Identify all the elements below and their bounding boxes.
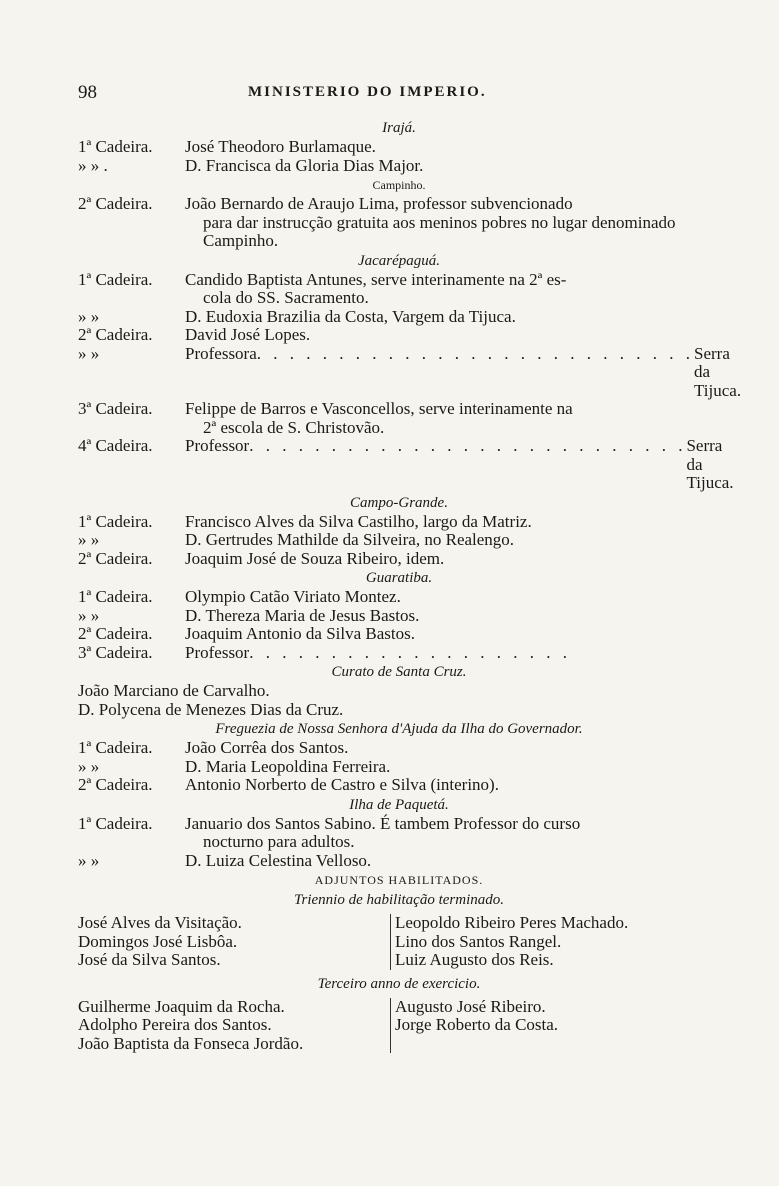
list-item (78, 644, 720, 663)
section-title-paqueta: Ilha de Paquetá. (349, 796, 449, 813)
cadeira-label: » » (78, 605, 100, 625)
list-item (395, 1035, 720, 1054)
list-item (78, 157, 720, 176)
entry-text: D. Maria Leopoldina Ferreira. (185, 756, 391, 776)
cadeira-label: 1ª Cadeira. (78, 587, 153, 606)
dot-leader: . . . . . . . . . . . . . . . . . . . . . . . . . . . (256, 343, 695, 363)
cadeira-label: 2ª Cadeira. (78, 325, 153, 344)
section-title-iraja: Irajá. (382, 120, 416, 136)
list-item (78, 531, 720, 550)
two-column-list (78, 914, 720, 970)
list-item (78, 550, 720, 569)
section-title-adjuntos: ADJUNTOS HABILITADOS. (314, 873, 484, 887)
entry-text: Candido Baptista Antunes, serve interinamente na 2ª es- (185, 269, 567, 289)
cadeira-label: 2ª Cadeira. (78, 548, 153, 568)
entry-text: Professor (185, 642, 250, 662)
list-item (78, 326, 720, 345)
page-number: 98 (78, 82, 97, 103)
list-item (78, 607, 720, 626)
list-item: Luiz Augusto dos Reis. (395, 950, 554, 969)
list-item (78, 400, 720, 437)
entry-block (185, 271, 720, 308)
list-item: Lino dos Santos Rangel. (395, 931, 562, 951)
entry-text: João Corrêa dos Santos. (185, 738, 349, 757)
entry-text: D. Luiza Celestina Velloso. (185, 850, 372, 870)
list-item: D. Polycena de Menezes Dias da Cruz. (78, 699, 344, 719)
cadeira-label: 1ª Cadeira. (78, 738, 153, 757)
list-item: Adolpho Pereira dos Santos. (78, 1015, 272, 1034)
page-header (78, 82, 718, 108)
list-item (78, 308, 720, 327)
entry-text: Joaquim Antonio da Silva Bastos. (185, 624, 415, 643)
cadeira-label: » » . (78, 155, 108, 175)
list-item: Domingos José Lisbôa. (78, 931, 238, 951)
entry-text: D. Francisca da Gloria Dias Major. (185, 155, 424, 175)
entry-block (185, 195, 720, 251)
list-item (78, 739, 720, 758)
list-item (78, 195, 720, 251)
cadeira-label: » » (78, 306, 100, 326)
entry-dotted (185, 345, 741, 401)
entry-text: Professor (185, 436, 250, 455)
dot-leader: . . . . . . . . . . . . . . . . . . . . . . . . . . . (249, 436, 687, 455)
list-item: João Baptista da Fonseca Jordão. (78, 1033, 304, 1053)
cadeira-label: » » (78, 756, 100, 776)
entry-text: Francisco Alves da Silva Castilho, largo da Matriz. (185, 511, 532, 531)
entry-continuation: cola do SS. Sacramento. (203, 288, 369, 307)
section-title-santa-cruz: Curato de Santa Cruz. (331, 664, 467, 680)
page-content (78, 118, 742, 1053)
entry-text: Januario dos Santos Sabino. É tambem Professor do curso (185, 813, 581, 833)
list-item (78, 852, 720, 871)
cadeira-label: 4ª Cadeira. (78, 436, 153, 455)
entry-continuation: nocturno para adultos. (203, 832, 355, 851)
cadeira-label: 2ª Cadeira. (78, 624, 153, 643)
cadeira-label: 2ª Cadeira. (78, 194, 153, 213)
list-item: Leopoldo Ribeiro Peres Machado. (395, 913, 629, 932)
list-item (78, 513, 720, 532)
list-item: José Alves da Visitação. (78, 913, 242, 932)
entry-continuation: 2ª escola de S. Christovão. (203, 417, 385, 437)
entry-text: Antonio Norberto de Castro e Silva (interino). (185, 775, 499, 794)
list-item (78, 776, 720, 795)
subsection-title-terceiro: Terceiro anno de exercicio. (317, 975, 481, 992)
two-column-list (78, 998, 720, 1054)
entry-text: Olympio Catão Viriato Montez. (185, 587, 401, 606)
list-item: Jorge Roberto da Costa. (395, 1015, 559, 1034)
right-column (390, 914, 720, 970)
cadeira-label: 3ª Cadeira. (78, 399, 153, 418)
cadeira-label: 1ª Cadeira. (78, 511, 153, 531)
entry-text: João Bernardo de Araujo Lima, professor subvencionado (185, 194, 573, 213)
entry-text: José Theodoro Burlamaque. (185, 137, 376, 156)
entry-text: D. Gertrudes Mathilde da Silveira, no Realengo. (185, 530, 515, 549)
right-column (390, 998, 720, 1054)
cadeira-label: » » (78, 850, 100, 870)
list-item (78, 343, 742, 401)
entry-right: Serra da Tijuca. (694, 343, 742, 400)
section-title-campo-grande: Campo-Grande. (350, 494, 448, 511)
list-item (78, 625, 720, 644)
section-title-governador: Freguezia de Nossa Senhora d'Ajuda da Ilha do Governador. (215, 721, 583, 737)
entry-text: Joaquim José de Souza Ribeiro, idem. (185, 548, 445, 568)
entry-continuation: para dar instrucção gratuita aos meninos pobres no lugar denominado Campinho. (203, 212, 676, 250)
entry-text: Felippe de Barros e Vasconcellos, serve interinamente na (185, 399, 573, 418)
entry-text: David José Lopes. (185, 325, 311, 344)
list-item (78, 271, 720, 308)
entry-block (185, 400, 720, 437)
cadeira-label: 2ª Cadeira. (78, 775, 153, 794)
entry-dotted (185, 437, 734, 493)
list-item (78, 588, 720, 607)
cadeira-label: 1ª Cadeira. (78, 137, 153, 156)
entry-text: Professora (185, 343, 257, 363)
page-title: MINISTERIO DO IMPERIO. (248, 84, 487, 100)
cadeira-label: 1ª Cadeira. (78, 813, 153, 833)
list-item: Augusto José Ribeiro. (395, 996, 546, 1016)
cadeira-label: 1ª Cadeira. (78, 269, 153, 289)
entry-right: Serra da Tijuca. (686, 436, 734, 492)
cadeira-label: 3ª Cadeira. (78, 642, 153, 662)
list-item (78, 758, 720, 777)
list-item: José da Silva Santos. (78, 950, 221, 969)
entry-dotted (185, 642, 571, 663)
list-item (78, 436, 734, 493)
dot-leader: . . . . . . . . . . . . . . . . . . . . (249, 642, 571, 662)
list-item (78, 815, 720, 852)
list-item: João Marciano de Carvalho. (78, 681, 270, 700)
cadeira-label: » » (78, 530, 100, 549)
entry-text: D. Thereza Maria de Jesus Bastos. (185, 605, 420, 625)
cadeira-label: » » (78, 343, 100, 363)
section-title-guaratiba: Guaratiba. (365, 570, 433, 586)
list-item: Guilherme Joaquim da Rocha. (78, 996, 285, 1016)
entry-text: D. Eudoxia Brazilia da Costa, Vargem da Tijuca. (185, 306, 516, 326)
section-title-campinho: Campinho. (372, 178, 426, 192)
list-item (78, 138, 720, 157)
section-title-jacarepagua: Jacarépaguá. (357, 252, 441, 269)
left-column (78, 998, 390, 1054)
subsection-title-triennio: Triennio de habilitação terminado. (294, 892, 504, 908)
left-column (78, 914, 390, 970)
entry-block (185, 815, 720, 852)
